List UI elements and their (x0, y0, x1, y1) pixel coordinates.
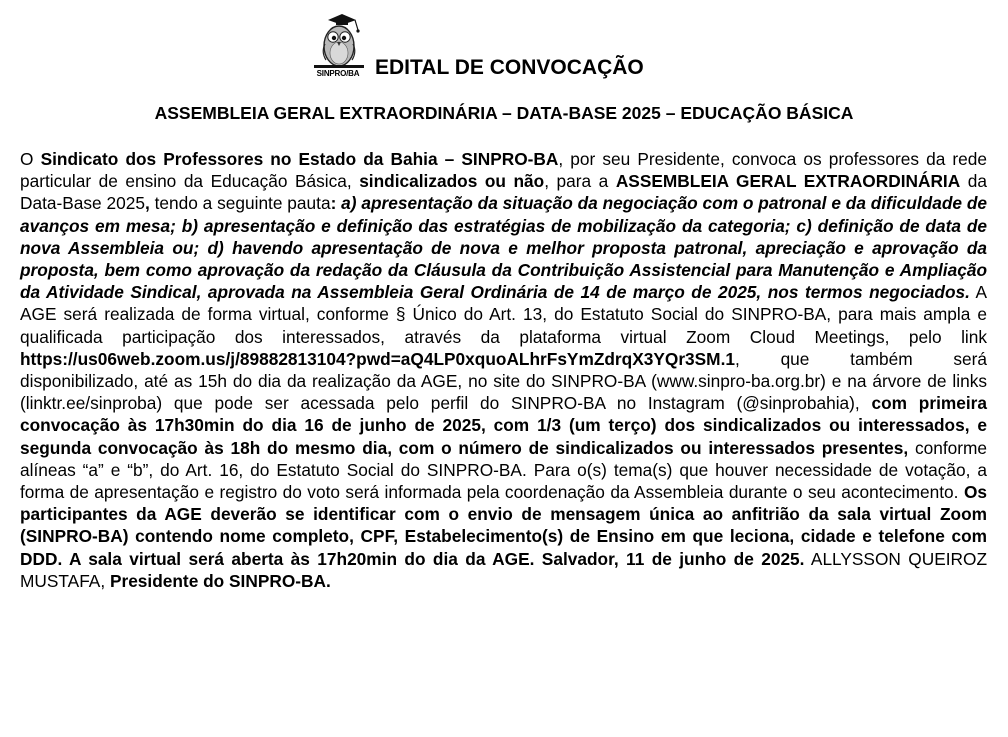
membership-emphasis: sindicalizados ou não (359, 171, 545, 192)
body-text-segment: tendo a seguinte pauta (149, 193, 331, 214)
signatory-role: Presidente do SINPRO-BA. (109, 570, 331, 591)
body-text-segment: , por seu Presidente, convoca os professores da rede particular de ensino da Educação Básica, (20, 149, 988, 192)
body-text-segment: O (20, 149, 41, 169)
agenda-items: a) apresentação da situação da negociação com o patronal e da dificuldade de avanços em mesa; b) apresentação e definição das estratégias de mobilização da categoria; c) definição de data de nova Assembleia ou; d) havendo apresentação de nova e melhor proposta patronal, apreciação e aprovação da proposta, bem como aprovação da redação da Cláusula da Contribuição Assistencial para Manutenção e Ampliação da Atividade Sindical, aprovada na Assembleia Geral Ordinária de 14 de março de 2025, nos termos negociados. (20, 193, 987, 303)
body-text-segment: : (330, 193, 342, 214)
document-header (0, 0, 1008, 90)
convocation-schedule: com primeira convocação às 17h30min do dia 16 de junho de 2025, com 1/3 (um terço) dos sindicalizados ou interessados, e segunda convocação às 18h do mesmo dia, com o número de sindicalizados ou interessados presentes, (20, 393, 987, 458)
body-text-segment: , para a (544, 171, 616, 192)
body-text-segment: conforme alíneas “a” e “b”, do Art. 16, do Estatuto Social do SINPRO-BA. Para o(s) tema(s) que houver necessidade de votação, a forma de apresentação e registro do voto será informada pela coordenação da Assembleia durante o seu acontecimento. (20, 437, 987, 503)
logo-caption: SINPRO/BA (316, 69, 360, 78)
zoom-meeting-link[interactable]: https://us06web.zoom.us/j/89882813104?pwd=aQ4LP0xquoALhrFsYmZdrqX3YQr3SM.1 (20, 348, 735, 369)
owl-mascot-icon (306, 10, 370, 70)
participant-instructions: Os participantes da AGE deverão se identificar com o envio de mensagem única ao anfitrião da sala virtual Zoom (SINPRO-BA) contendo nome completo, CPF, Estabelecimento(s) de Ensino em que leciona, cidade e telefone com DDD. A sala virtual será aberta às 17h20min do dia da AGE. Salvador, 11 de junho de 2025. (20, 482, 987, 569)
signatory-name: ALLYSSON QUEIROZ MUSTAFA, (20, 548, 987, 591)
body-text-segment: , que também será disponibilizado, até as 15h do dia da realização da AGE, no site do SINPRO-BA (www.sinpro-ba.org.br) e na árvore de links (linktr.ee/sinproba) que pode ser acessada pelo perfil do SINPRO-BA no Instagram (@sinprobahia), (20, 348, 987, 414)
page-subtitle: ASSEMBLEIA GERAL EXTRAORDINÁRIA – DATA-BASE 2025 – EDUCAÇÃO BÁSICA (154, 103, 854, 123)
sinpro-ba-owl-logo (306, 10, 370, 80)
convocation-body-paragraph (20, 148, 987, 592)
body-text-segment: , (144, 193, 150, 214)
page-title: EDITAL DE CONVOCAÇÃO (375, 56, 644, 79)
assembly-name: ASSEMBLEIA GERAL EXTRAORDINÁRIA (615, 171, 961, 192)
body-text-segment: A AGE será realizada de forma virtual, conforme § Único do Art. 13, do Estatuto Social do SINPRO-BA, para mais ampla e qualificada participação dos interessados, através da plataforma virtual Zoom Cloud Meetings, pelo link (20, 282, 987, 347)
body-text-segment: da Data-Base 2025 (20, 171, 987, 214)
union-name: Sindicato dos Professores no Estado da Bahia – SINPRO-BA (40, 149, 559, 169)
